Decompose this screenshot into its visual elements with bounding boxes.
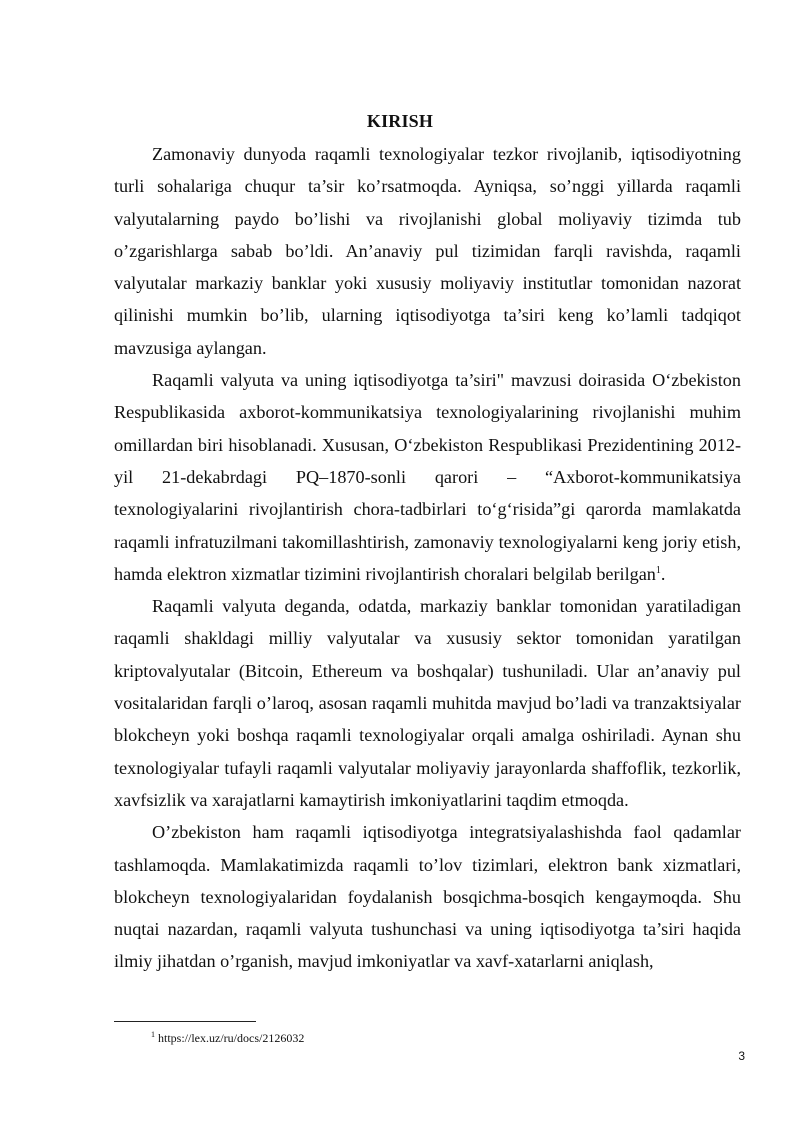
paragraph-3: Raqamli valyuta deganda, odatda, markaziy banklar tomonidan yaratiladigan raqamli shakldagi milliy valyutalar va xususiy sektor tomonidan yaratilgan kriptovalyutalar (Bitcoin, Ethereum va boshqalar) tushuniladi. Ular an’anaviy pul vositalaridan farqli o’laroq, asosan raqamli muhitda mavjud bo’ladi va tranzaktsiyalar blokcheyn yoki boshqa raqamli texnologiyalar orqali amalga oshiriladi. Aynan shu texnologiyalar tufayli raqamli valyutalar moliyaviy jarayonlarda shaffoflik, tezkorlik, xavfsizlik va xarajatlarni kamaytirish imkoniyatlarini taqdim etmoqda. [114,596,741,810]
footnote-divider [114,1021,256,1022]
footnote-link[interactable]: https://lex.uz/ru/docs/2126032 [158,1031,305,1045]
paragraph-2-end: . [660,563,666,584]
page-number: 3 [738,1049,745,1063]
section-heading: KIRISH [366,111,434,131]
paragraph-4: O’zbekiston ham raqamli iqtisodiyotga integratsiyalashishda faol qadamlar tashlamoqda. Mamlakatimizda raqamli to’lov tizimlari, elektron bank xizmatlari, blokcheyn texnologiyalaridan foydalanish bosqichma-bosqich kengaymoqda. Shu nuqtai nazardan, raqamli valyuta tushunchasi va uning iqtisodiyotga ta’siri haqida ilmiy jihatdan o’rganish, mavjud imkoniyatlar va xavf-xatarlarni aniqlash, [114,822,741,972]
body-text [114,138,741,978]
footnote-number: 1 [151,1030,155,1039]
footnote-reference[interactable]: 1 [655,564,661,576]
paragraph-1: Zamonaviy dunyoda raqamli texnologiyalar tezkor rivojlanib, iqtisodiyotning turli sohalariga chuqur ta’sir ko’rsatmoqda. Ayniqsa, so’nggi yillarda raqamli valyutalarning paydo bo’lishi va rivojlanishi global moliyaviy tizimda tub o’zgarishlarga sabab bo’ldi. An’anaviy pul tizimidan farqli ravishda, raqamli valyutalar markaziy banklar yoki xususiy moliyaviy institutlar tomonidan nazorat qilinishi mumkin bo’lib, ularning iqtisodiyotga ta’siri keng ko’lamli tadqiqot mavzusiga aylangan. [114,144,741,358]
paragraph-2 [114,364,741,590]
paragraph-2-text: Raqamli valyuta va uning iqtisodiyotga ta’siri" mavzusi doirasida O‘zbekiston Respublikasida axborot-kommunikatsiya texnologiyalarining rivojlanishi muhim omillardan biri hisoblanadi. Xususan, O‘zbekiston Respublikasi Prezidentining 2012-yil 21-dekabrdagi PQ–1870-sonli qarori – “Axborot-kommunikatsiya texnologiyalarini rivojlantirish chora-tadbirlari to‘g‘risida”gi qarorda mamlakatda raqamli infratuzilmani takomillashtirish, zamonaviy texnologiyalarni keng joriy etish, hamda elektron xizmatlar tizimini rivojlantirish choralari belgilab berilgan [114,370,741,584]
footnote [151,1030,304,1046]
